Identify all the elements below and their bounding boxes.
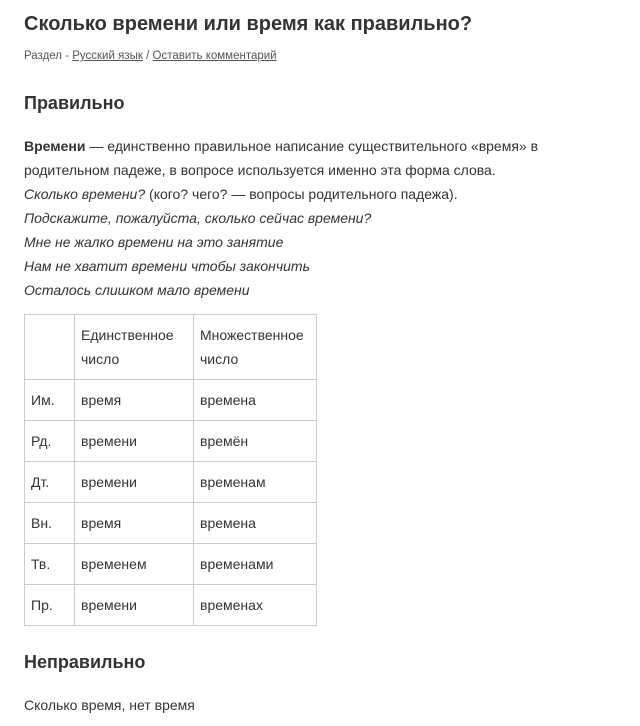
comment-link[interactable]: Оставить комментарий: [152, 50, 277, 62]
plural-cell: временами: [194, 544, 317, 585]
case-cell: Вн.: [25, 503, 75, 544]
intro-text: — единственно правильное написание существительного «время» в родительном падеже, в вопросе используется именно эта форма слова.: [24, 138, 539, 178]
singular-cell: времени: [75, 421, 194, 462]
case-cell: Тв.: [25, 544, 75, 585]
plural-cell: времена: [194, 503, 317, 544]
example-text: Мне не жалко времени на это занятие: [24, 234, 284, 250]
question-example-text: (кого? чего? — вопросы родительного падежа).: [145, 186, 458, 202]
table-row: [25, 503, 317, 544]
table-header-cell: Единственное число: [75, 315, 194, 380]
incorrect-text: Сколько время, нет время: [24, 697, 195, 713]
page-title: Сколько времени или время как правильно?: [24, 13, 473, 35]
case-cell: Дт.: [25, 462, 75, 503]
plural-cell: временам: [194, 462, 317, 503]
table-header-row: [25, 315, 317, 380]
case-cell: Им.: [25, 380, 75, 421]
question-example: [24, 182, 616, 206]
case-cell: Рд.: [25, 421, 75, 462]
section-prefix: Раздел -: [24, 50, 73, 62]
category-link[interactable]: Русский язык: [72, 50, 143, 62]
correct-heading: Правильно: [24, 93, 125, 113]
singular-cell: временем: [75, 544, 194, 585]
case-cell: Пр.: [25, 585, 75, 626]
example-text: Нам не хватит времени чтобы закончить: [24, 258, 310, 274]
table-header-cell: Множественное число: [194, 315, 317, 380]
example-sentence: [24, 254, 616, 278]
correct-content: [24, 134, 616, 302]
table-row: [25, 421, 317, 462]
table-row: [25, 585, 317, 626]
example-sentence: [24, 278, 616, 302]
question-example-italic: Сколько времени?: [24, 186, 146, 202]
table-header-cell: [25, 315, 75, 380]
table-row: [25, 544, 317, 585]
plural-cell: времена: [194, 380, 317, 421]
intro-bold-word: Времени: [24, 138, 86, 154]
singular-cell: времени: [75, 462, 194, 503]
singular-cell: времени: [75, 585, 194, 626]
declension-table: [24, 314, 317, 626]
singular-cell: время: [75, 380, 194, 421]
singular-cell: время: [75, 503, 194, 544]
article-meta: [24, 48, 277, 64]
example-sentence: [24, 206, 616, 230]
incorrect-heading: Неправильно: [24, 652, 146, 672]
table-row: [25, 462, 317, 503]
meta-separator: /: [142, 50, 153, 62]
example-text: Подскажите, пожалуйста, сколько сейчас времени?: [24, 210, 372, 226]
example-text: Осталось слишком мало времени: [24, 282, 250, 298]
plural-cell: времён: [194, 421, 317, 462]
intro-paragraph: [24, 134, 616, 182]
table-row: [25, 380, 317, 421]
plural-cell: временах: [194, 585, 317, 626]
example-sentence: [24, 230, 616, 254]
